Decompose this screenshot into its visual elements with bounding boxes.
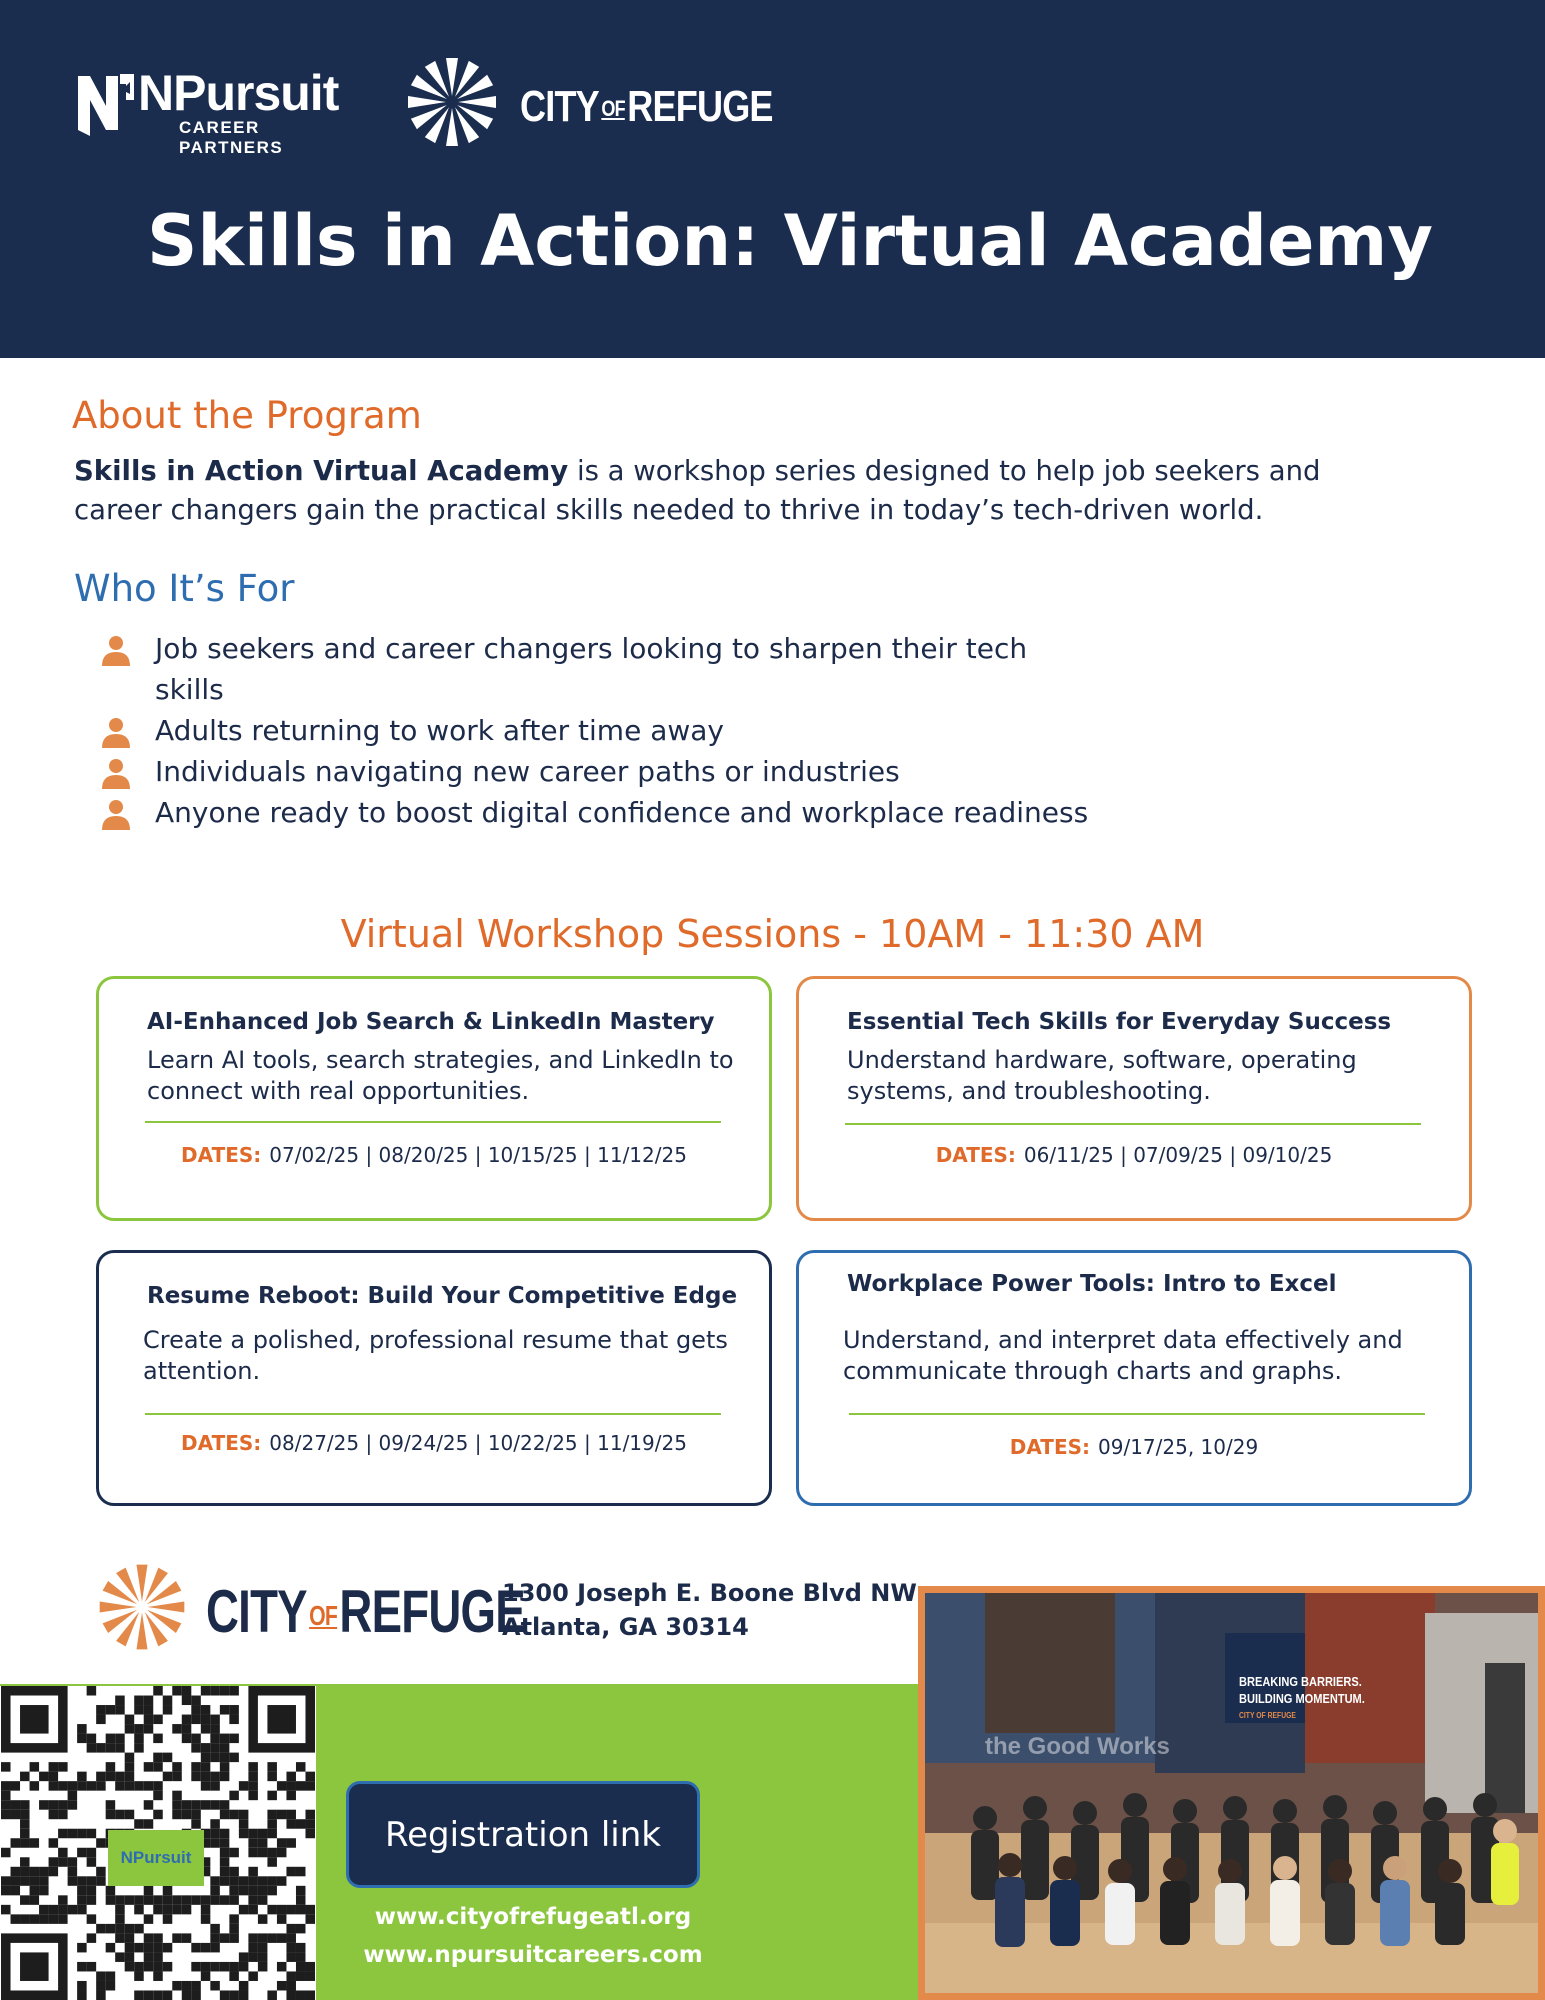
registration-qr-code[interactable] — [0, 1686, 316, 2000]
group-photo — [918, 1586, 1545, 2000]
session-title: AI-Enhanced Job Search & LinkedIn Mastery — [147, 1009, 715, 1035]
about-heading: About the Program — [72, 394, 422, 437]
about-text-rest: is a workshop series designed to help job seekers and career changers gain the practical skills needed to thrive in today’s tech-driven world. — [74, 455, 1321, 526]
person-icon — [100, 716, 132, 748]
divider — [145, 1413, 721, 1415]
about-bold-lead: Skills in Action Virtual Academy — [74, 455, 569, 487]
registration-link-button[interactable]: Registration link — [346, 1781, 700, 1888]
divider — [849, 1413, 1425, 1415]
link-npursuit[interactable]: www.npursuitcareers.com — [363, 1942, 703, 1968]
city-of-refuge-logo-word: CITYOFREFUGE — [206, 1578, 525, 1645]
session-description: Understand hardware, software, operating systems, and troubleshooting. — [847, 1046, 1357, 1105]
photo-wall-text: the Good Works — [985, 1733, 1170, 1760]
list-item — [100, 792, 1100, 833]
list-item-text: Job seekers and career changers looking to sharpen their tech skills — [155, 632, 1028, 706]
session-title: Essential Tech Skills for Everyday Success — [847, 1009, 1392, 1035]
photo-banner — [1239, 1673, 1367, 1724]
list-item — [100, 628, 1100, 710]
session-dates: DATES: 06/11/25 | 07/09/25 | 09/10/25 — [935, 1143, 1333, 1167]
session-title: Workplace Power Tools: Intro to Excel — [847, 1271, 1337, 1297]
divider — [145, 1121, 721, 1123]
session-card-ai-job-search — [96, 976, 772, 1221]
website-links — [340, 1898, 726, 1974]
divider — [845, 1123, 1421, 1125]
session-dates: DATES: 07/02/25 | 08/20/25 | 10/15/25 | 11/12/25 — [181, 1143, 687, 1167]
session-description: Create a polished, professional resume that gets attention. — [143, 1326, 728, 1385]
sessions-title: Virtual Workshop Sessions - 10AM - 11:30 AM — [340, 912, 1205, 956]
about-paragraph — [74, 452, 1354, 530]
link-city-of-refuge[interactable]: www.cityofrefugeatl.org — [374, 1904, 692, 1930]
photo-banner-line-1: BREAKING BARRIERS. — [1239, 1674, 1362, 1689]
photo-banner-line-2: BUILDING MOMENTUM. — [1239, 1691, 1365, 1706]
person-icon — [100, 798, 132, 830]
page-title: Skills in Action: Virtual Academy — [146, 200, 1433, 282]
qr-center-logo: NPursuit — [108, 1830, 204, 1886]
session-description: Understand, and interpret data effectively and communicate through charts and graphs. — [843, 1326, 1403, 1385]
session-card-essential-tech — [796, 976, 1472, 1221]
npursuit-logo — [76, 65, 346, 157]
city-of-refuge-logo-word: CITY OFREFUGE — [520, 82, 773, 131]
session-card-excel — [796, 1250, 1472, 1506]
list-item — [100, 751, 1100, 792]
list-item-text: Anyone ready to boost digital confidence and workplace readiness — [155, 796, 1089, 829]
group-photo-illustration — [925, 1593, 1538, 1993]
session-title: Resume Reboot: Build Your Competitive Edge — [147, 1283, 738, 1309]
session-dates: DATES: 09/17/25, 10/29 — [1009, 1435, 1259, 1459]
npursuit-mark-icon — [76, 70, 136, 136]
header-banner — [0, 0, 1545, 358]
address-line-2: Atlanta, GA 30314 — [502, 1613, 749, 1641]
npursuit-logo-subtitle: CAREER PARTNERS — [179, 118, 284, 157]
photo-banner-small: CITY OF REFUGE — [1239, 1711, 1296, 1720]
city-of-refuge-logo — [402, 52, 782, 152]
who-heading: Who It’s For — [74, 567, 295, 610]
session-dates: DATES: 08/27/25 | 09/24/25 | 10/22/25 | 11/19/25 — [181, 1431, 687, 1455]
address — [502, 1576, 917, 1644]
city-of-refuge-logo-footer — [96, 1555, 525, 1665]
person-icon — [100, 757, 132, 789]
npursuit-logo-word: NPursuit — [138, 65, 339, 121]
who-list — [100, 628, 1100, 833]
city-of-refuge-star-icon — [96, 1555, 188, 1659]
city-of-refuge-star-icon — [402, 52, 502, 152]
list-item — [100, 710, 1100, 751]
session-card-resume-reboot — [96, 1250, 772, 1506]
person-icon — [100, 634, 132, 666]
list-item-text: Individuals navigating new career paths or industries — [155, 755, 900, 788]
address-line-1: 1300 Joseph E. Boone Blvd NW — [502, 1579, 917, 1607]
list-item-text: Adults returning to work after time away — [155, 714, 724, 747]
session-description: Learn AI tools, search strategies, and LinkedIn to connect with real opportunities. — [147, 1046, 734, 1105]
